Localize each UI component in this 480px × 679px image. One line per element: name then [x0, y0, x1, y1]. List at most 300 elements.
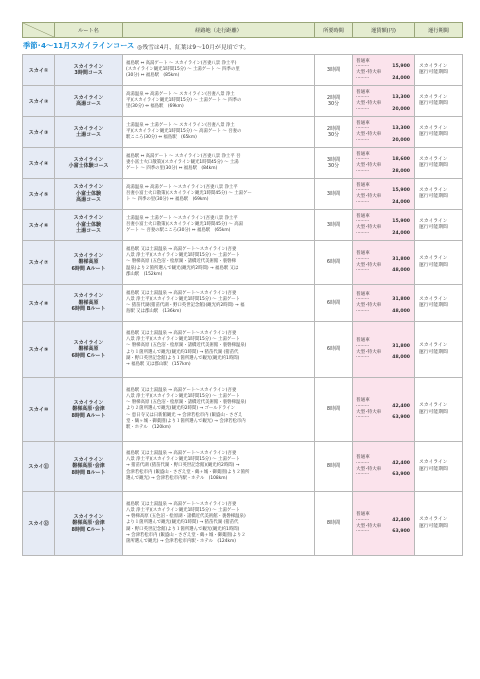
- fare-normal-amount: 13,300: [392, 126, 410, 132]
- text-line: 八景 浄土平)(スカイライン観光1時間15分) 〜 土湯ゲート: [126, 253, 241, 259]
- fare-normal-label: 普通車: [356, 251, 370, 257]
- course-fare: [353, 210, 415, 241]
- course-period: [415, 117, 463, 148]
- text-line: 高湯コース: [76, 197, 101, 204]
- text-line: 福島駅 又は土湯温泉 → 高湯ゲート〜スカイライン(吾妻: [126, 246, 237, 252]
- dots: ·········: [356, 403, 370, 409]
- text-line: 磐梯高原: [78, 299, 99, 306]
- text-line: 福島駅 又は土湯温泉 → 高湯ゲート〜スカイライン(吾妻: [126, 330, 237, 336]
- table-row: [23, 378, 463, 442]
- course-route: [123, 148, 315, 179]
- dots: ·········: [356, 106, 370, 112]
- text-line: 小富士体験: [75, 221, 101, 228]
- course-fare: [353, 55, 415, 86]
- fare-large-row: [356, 309, 410, 315]
- text-line: スカイライン: [73, 513, 104, 520]
- fare-large-label: 大型･特大車: [356, 466, 382, 472]
- text-line: 吾妻小富士火口散策)(スカイライン観光1時間45分) 〜 高湯: [126, 221, 244, 227]
- text-line: スカイライン: [73, 252, 104, 259]
- text-line: → 猪苗代湖 (猪苗代湖・野口英世記念館)(観光約2時間) →: [126, 463, 240, 469]
- dots: ·········: [356, 256, 370, 262]
- dots: ·········: [356, 188, 370, 194]
- dots: ·········: [356, 517, 370, 523]
- dots: ·········: [356, 355, 370, 361]
- course-route: [123, 179, 315, 210]
- text-line: 小富士体験コース: [68, 163, 109, 169]
- course-code: スカイ②: [23, 86, 55, 117]
- text-line: 運行可能期間: [419, 70, 448, 75]
- fare-normal-label: 普通車: [356, 89, 370, 95]
- course-route: [123, 86, 315, 117]
- text-line: 運行可能期間: [419, 523, 448, 529]
- table-row: [23, 148, 463, 179]
- text-line: → 会津若松市内 (飯盛山・さざえ堂・鶴ヶ城・御薬園)より２: [126, 532, 246, 538]
- text-line: 箇所選んで観光) → 会津若松市内駅・ホテル (124km): [126, 539, 237, 544]
- section-heading: [22, 38, 462, 54]
- text-line: 駅こころ(30分) ⇔ 福島駅 (65km): [126, 135, 197, 141]
- course-fare: [353, 148, 415, 179]
- text-line: スカイライン: [73, 125, 104, 132]
- text-line: 小富士体験: [75, 190, 101, 197]
- text-line: スカイライン: [419, 296, 448, 302]
- dots: ·········: [356, 230, 370, 236]
- text-line: 3時間コース: [74, 70, 103, 76]
- text-line: 福島駅 又は土湯温泉 → 高湯ゲート〜スカイライン(吾妻: [126, 290, 237, 296]
- fare-large-label: 大型･特大車: [356, 101, 382, 106]
- text-line: スカイライン: [73, 184, 104, 191]
- text-line: 磐梯高原: [78, 259, 99, 266]
- text-line: 妻小富士火口散策)(スカイライン観光1時間45分) 〜 土湯: [126, 159, 239, 165]
- fare-large-row: [356, 415, 410, 421]
- course-name: [55, 492, 123, 556]
- fare-large-amount: 48,000: [392, 355, 410, 361]
- fare-large-label: 大型･特大車: [356, 194, 382, 199]
- dots: ·········: [356, 75, 370, 81]
- text-line: 運行可能期間: [419, 349, 448, 355]
- table-row: [23, 210, 463, 241]
- text-line: スカイライン: [419, 187, 448, 193]
- text-line: 郡山駅 (152km): [126, 271, 163, 277]
- fare-large-row: [356, 268, 410, 274]
- dots: ·········: [356, 157, 370, 163]
- text-line: 運行可能期間: [419, 466, 448, 472]
- table-row: [23, 55, 463, 86]
- table-row: [23, 179, 463, 210]
- text-line: 八景 浄土平)(スカイライン観光1時間15分) 〜 土湯ゲート: [126, 507, 241, 513]
- course-period: [415, 241, 463, 285]
- text-line: 磐梯高原･会津: [72, 520, 105, 527]
- course-code: スカイ①: [23, 55, 55, 86]
- course-name: [55, 322, 123, 378]
- dots: ·········: [356, 95, 370, 101]
- course-fare: [353, 285, 415, 322]
- text-line: → 磐梯高原 (五色沼・桧原湖・諸橋近代美術館・裏磐梯温泉): [126, 514, 246, 520]
- text-line: 平)(スカイライン観光1時間15分) 〜 高湯ゲート 〜 吾妻の: [126, 128, 242, 134]
- fare-normal-amount: 15,900: [392, 188, 410, 194]
- fare-large-label: 大型･特大車: [356, 225, 382, 230]
- course-fare: [353, 378, 415, 442]
- text-line: 運行可能期間: [419, 101, 448, 106]
- course-time: [315, 117, 353, 148]
- dots: ·········: [356, 415, 370, 421]
- course-time: [315, 378, 353, 442]
- text-line: スカイライン: [419, 156, 448, 162]
- text-line: 6時間: [326, 299, 341, 306]
- course-period: [415, 442, 463, 492]
- text-line: 里(30分) ⇔ 福島駅 (69km): [126, 104, 184, 110]
- dots: ·········: [356, 219, 370, 225]
- text-line: 吾妻小富士火口散策)(スカイライン観光1時間45分) 〜 土湯ゲー: [126, 190, 252, 196]
- course-route: [123, 55, 315, 86]
- course-time: [315, 322, 353, 378]
- course-time: [315, 241, 353, 285]
- course-route: [123, 285, 315, 322]
- course-time: [315, 210, 353, 241]
- header-fare: 運賃額(円): [353, 23, 415, 38]
- text-line: (30分) ⇔ 福島駅 (85km): [126, 73, 180, 79]
- text-line: 〜 恵日寺又は日新館観光 → 会津若松市内 (飯盛山・さざえ: [126, 412, 243, 418]
- text-line: 福島駅 又は土湯温泉 → 高湯ゲート〜スカイライン(吾妻: [126, 450, 237, 456]
- course-route: [123, 322, 315, 378]
- fare-large-amount: 63,900: [392, 529, 410, 535]
- fare-normal-amount: 42,400: [392, 517, 410, 523]
- text-line: 8時間 Aルート: [71, 412, 106, 419]
- text-line: 高湯コース: [76, 101, 101, 107]
- text-line: (スカイライン観光1時間15分) 〜 土湯ゲート 〜 四季の里: [126, 66, 240, 72]
- text-line: 福島駅 ⇔ 高湯ゲート 〜 スカイライン(吾妻八景 浄土平): [126, 60, 237, 66]
- text-line: 高湯温泉 ⇔ 高湯ゲート 〜 スカイライン(吾妻八景 浄土: [126, 91, 235, 97]
- text-line: 30分: [327, 101, 340, 107]
- section-title: 季節･4〜11月スカイラインコース: [23, 41, 135, 50]
- text-line: 〜 磐梯高原 (五色沼・桧原湖・諸橋近代美術館・裏磐梯温泉): [126, 343, 247, 349]
- dots: ·········: [356, 268, 370, 274]
- fare-large-row: [356, 107, 410, 113]
- text-line: ト 〜 四季の里(30分) ⇔ 福島駅 (69km): [126, 197, 209, 203]
- text-line: 八景 浄土平)(スカイライン観光1時間15分) 〜 土湯ゲート: [126, 296, 241, 302]
- text-line: より１箇所選んで観光(観光約1時間) → 猪苗代湖 (猪苗代: [126, 349, 239, 355]
- table-row: [23, 285, 463, 322]
- course-route: [123, 442, 315, 492]
- course-fare: [353, 492, 415, 556]
- dots: ·········: [356, 472, 370, 478]
- text-line: 8時間 Bルート: [71, 469, 106, 476]
- fare-large-row: [356, 472, 410, 478]
- text-line: 土湯コース: [76, 228, 101, 235]
- fare-large-row: [356, 138, 410, 144]
- dots: ·········: [356, 308, 370, 314]
- fare-large-row: [356, 76, 410, 82]
- dots: ·········: [356, 529, 370, 535]
- text-line: 磐梯高原･会津: [72, 406, 105, 413]
- fare-large-label: 大型･特大車: [356, 523, 382, 529]
- text-line: スカイライン: [419, 94, 448, 100]
- fare-normal-amount: 31,800: [392, 343, 410, 349]
- text-line: スカイライン: [419, 343, 448, 349]
- course-period: [415, 210, 463, 241]
- course-fare: [353, 117, 415, 148]
- course-route: [123, 378, 315, 442]
- text-line: 3時間: [326, 190, 341, 197]
- text-line: スカイライン: [73, 339, 104, 346]
- text-line: 湖・野口英世記念館)より１箇所選んで観光(観光約1時間): [126, 526, 240, 532]
- text-line: スカイライン: [73, 215, 104, 222]
- course-code: スカイ⑨: [23, 322, 55, 378]
- fare-normal-amount: 42,400: [392, 403, 410, 409]
- text-line: 福島駅 又は土湯温泉 → 高湯ゲート〜スカイライン(吾妻: [126, 501, 237, 507]
- text-line: 堂・鶴ヶ城・御薬園)より１箇所選んで観光) → 会津若松市内: [126, 418, 246, 424]
- text-line: より２箇所選んで観光(観光約2時間) → ゴールドライン: [126, 406, 236, 412]
- text-line: スカイライン: [419, 218, 448, 224]
- fare-normal-label: 普通車: [356, 182, 370, 188]
- fare-large-amount: 48,000: [392, 308, 410, 314]
- text-line: スカイライン: [73, 94, 104, 101]
- fare-large-amount: 63,900: [392, 472, 410, 478]
- text-line: 6時間 Cルート: [71, 352, 106, 359]
- fare-large-row: [356, 169, 410, 175]
- course-route: [123, 210, 315, 241]
- fare-large-amount: 24,000: [392, 230, 410, 236]
- text-line: 湖・野口英世記念館)より１箇所選んで観光(観光約1時間): [126, 355, 240, 361]
- text-line: 土湯温泉 ⇔ 土湯ゲート 〜 スカイライン(吾妻八景 浄土: [126, 122, 235, 128]
- fare-normal-amount: 18,600: [392, 157, 410, 163]
- dots: ·········: [356, 297, 370, 303]
- text-line: → 福島駅 又は郡山駅 (157km): [126, 361, 191, 367]
- text-line: スカイライン: [419, 256, 448, 262]
- course-name: [55, 179, 123, 210]
- course-period: [415, 148, 463, 179]
- course-fare: [353, 322, 415, 378]
- text-line: スカイライン: [419, 403, 448, 409]
- dots: ·········: [356, 343, 370, 349]
- course-code: スカイ⑫: [23, 492, 55, 556]
- fare-large-row: [356, 529, 410, 535]
- course-period: [415, 492, 463, 556]
- text-line: 運行可能期間: [419, 262, 448, 268]
- header-corner: [23, 23, 55, 38]
- course-code: スカイ⑩: [23, 378, 55, 442]
- course-name: [55, 86, 123, 117]
- course-code: スカイ⑦: [23, 241, 55, 285]
- table-row: [23, 86, 463, 117]
- fare-normal-label: 普通車: [356, 58, 370, 64]
- course-period: [415, 86, 463, 117]
- course-fare: [353, 241, 415, 285]
- dots: ·········: [356, 126, 370, 132]
- course-time: [315, 148, 353, 179]
- text-line: 温泉)より２箇所選んで観光(観光約2時間) → 福島駅 又は: [126, 265, 239, 271]
- course-code: スカイ④: [23, 148, 55, 179]
- dots: ·········: [356, 137, 370, 143]
- fare-large-amount: 24,000: [392, 199, 410, 205]
- course-fare: [353, 179, 415, 210]
- text-line: スカイライン: [419, 517, 448, 523]
- course-time: [315, 55, 353, 86]
- text-line: 会津若松市内 (飯盛山・さざえ堂・鶴ヶ城・御薬園)より２箇所: [126, 469, 250, 475]
- text-line: 2時間: [326, 125, 341, 132]
- text-line: 福島駅 又は土湯温泉 → 高湯ゲート〜スカイライン(吾妻: [126, 387, 237, 393]
- fare-large-row: [356, 200, 410, 206]
- table-row: [23, 442, 463, 492]
- text-line: スカイライン: [73, 456, 104, 463]
- fare-large-label: 大型･特大車: [356, 132, 382, 137]
- course-time: [315, 492, 353, 556]
- text-line: 八景 浄土平)(スカイライン観光1時間15分) 〜 土湯ゲート: [126, 393, 241, 399]
- fare-normal-amount: 42,400: [392, 460, 410, 466]
- text-line: 8時間 Cルート: [71, 526, 106, 533]
- header-period: 運行期間: [415, 23, 463, 38]
- text-line: 運行可能期間: [419, 132, 448, 137]
- text-line: スカイライン: [73, 293, 104, 300]
- course-period: [415, 322, 463, 378]
- text-line: 土湯コース: [76, 132, 101, 138]
- fare-large-label: 大型･特大車: [356, 70, 382, 75]
- text-line: 駅・ホテル (120km): [126, 425, 171, 430]
- table-row: [23, 492, 463, 556]
- fare-normal-label: 普通車: [356, 338, 370, 344]
- fare-normal-label: 普通車: [356, 213, 370, 219]
- fare-normal-label: 普通車: [356, 291, 370, 297]
- text-line: 6時間: [326, 259, 341, 266]
- text-line: 3時間: [326, 221, 341, 228]
- text-line: 8時間: [326, 520, 341, 527]
- section-note: ◎残雪は4月、紅葉は9〜10月が見頃です。: [137, 44, 250, 51]
- text-line: より１箇所選んで観光(観光約1時間) → 猪苗代湖 (猪苗代: [126, 520, 239, 526]
- course-name: [55, 117, 123, 148]
- fare-normal-label: 普通車: [356, 512, 370, 518]
- fare-large-amount: 20,000: [392, 137, 410, 143]
- text-line: 6時間 Aルート: [71, 265, 106, 272]
- fare-large-row: [356, 231, 410, 237]
- text-line: スカイライン: [419, 63, 448, 69]
- text-line: スカイライン: [419, 125, 448, 131]
- text-line: スカイライン: [419, 460, 448, 466]
- text-line: 島駅 又は郡山駅 (136km): [126, 309, 182, 315]
- course-code: スカイ⑥: [23, 210, 55, 241]
- course-name: [55, 55, 123, 86]
- text-line: 平)(スカイライン観光1時間15分) 〜 土湯ゲート 〜 四季の: [126, 97, 242, 103]
- course-time: [315, 86, 353, 117]
- fare-large-row: [356, 355, 410, 361]
- course-code: スカイ⑧: [23, 285, 55, 322]
- table-header: [22, 22, 463, 38]
- course-fare: [353, 442, 415, 492]
- text-line: 磐梯高原: [78, 346, 99, 353]
- table-row: [23, 322, 463, 378]
- course-code: スカイ③: [23, 117, 55, 148]
- course-code: スカイ⑪: [23, 442, 55, 492]
- fare-large-label: 大型･特大車: [356, 409, 382, 415]
- course-time: [315, 285, 353, 322]
- fare-normal-label: 普通車: [356, 455, 370, 461]
- text-line: 〜 磐梯高原 (五色沼・桧原湖・諸橋近代美術館・裏磐梯: [126, 259, 236, 265]
- fare-large-label: 大型･特大車: [356, 303, 382, 308]
- dots: ·········: [356, 199, 370, 205]
- fare-normal-amount: 15,900: [392, 64, 410, 70]
- fare-normal-label: 普通車: [356, 120, 370, 126]
- text-line: ゲート 〜 四季の里(30分) ⇔ 福島駅 (84km): [126, 166, 218, 172]
- fare-large-label: 大型･特大車: [356, 262, 382, 268]
- text-line: 磐梯高原･会津: [72, 463, 105, 470]
- course-name: [55, 285, 123, 322]
- fare-large-amount: 63,900: [392, 415, 410, 421]
- course-route: [123, 117, 315, 148]
- text-line: 運行可能期間: [419, 163, 448, 168]
- text-line: 福島駅 ⇔ 高湯ゲート 〜 スカイライン(吾妻八景 浄土平 吾: [126, 153, 241, 159]
- course-name: [55, 378, 123, 442]
- course-period: [415, 378, 463, 442]
- text-line: 3時間: [326, 156, 341, 163]
- text-line: 6時間: [326, 346, 341, 353]
- course-period: [415, 285, 463, 322]
- fare-large-amount: 24,000: [392, 75, 410, 81]
- text-line: 運行可能期間: [419, 225, 448, 230]
- fare-normal-amount: 31,800: [392, 297, 410, 303]
- course-period: [415, 55, 463, 86]
- text-line: 選んで観光) → 会津若松市内駅・ホテル (108km): [126, 475, 228, 481]
- course-period: [415, 179, 463, 210]
- dots: ·········: [356, 460, 370, 466]
- text-line: 3時間: [326, 66, 341, 73]
- fare-normal-label: 普通車: [356, 151, 370, 157]
- dots: ·········: [356, 168, 370, 174]
- fare-large-amount: 48,000: [392, 268, 410, 274]
- text-line: 運行可能期間: [419, 409, 448, 415]
- dots: ·········: [356, 64, 370, 70]
- text-line: ゲート 〜 吾妻の駅こころ(30分) ⇔ 福島駅 (65km): [126, 228, 231, 234]
- text-line: スカイライン: [73, 156, 104, 163]
- course-name: [55, 442, 123, 492]
- fare-large-label: 大型･特大車: [356, 163, 382, 168]
- course-fare: [353, 86, 415, 117]
- fare-normal-amount: 31,800: [392, 256, 410, 262]
- text-line: 30分: [327, 132, 340, 138]
- text-line: 高湯温泉 ⇔ 高湯ゲート 〜スカイライン(吾妻八景 浄土平: [126, 184, 238, 190]
- text-line: 2時間: [326, 94, 341, 101]
- header-route: 経路地（走行距離）: [123, 23, 315, 38]
- fare-large-amount: 28,000: [392, 168, 410, 174]
- text-line: 〜 猪苗代湖(猪苗代湖・野口英世記念館)(観光約2時間) → 福: [126, 303, 245, 308]
- table-row: [23, 241, 463, 285]
- fare-large-amount: 20,000: [392, 106, 410, 112]
- course-route: [123, 492, 315, 556]
- course-name: [55, 148, 123, 179]
- text-line: 6時間 Bルート: [71, 306, 106, 313]
- text-line: 八景 浄土平)(スカイライン観光1時間15分) 〜 土湯ゲート: [126, 337, 241, 343]
- text-line: 運行可能期間: [419, 303, 448, 308]
- header-route-no: ルート名: [55, 23, 123, 38]
- header-time: 所要時間: [315, 23, 353, 38]
- course-name: [55, 241, 123, 285]
- course-time: [315, 179, 353, 210]
- course-table: [22, 54, 463, 556]
- text-line: スカイライン: [73, 63, 104, 70]
- fare-normal-label: 普通車: [356, 398, 370, 404]
- fare-normal-amount: 13,300: [392, 95, 410, 101]
- course-route: [123, 241, 315, 285]
- fare-normal-amount: 15,900: [392, 219, 410, 225]
- text-line: 8時間: [326, 463, 341, 470]
- course-code: スカイ⑤: [23, 179, 55, 210]
- text-line: 30分: [327, 163, 340, 169]
- text-line: スカイライン: [73, 399, 104, 406]
- table-row: [23, 117, 463, 148]
- text-line: 土湯温泉 ⇔ 土湯ゲート 〜スカイライン(吾妻八景 浄土平: [126, 215, 238, 221]
- text-line: 8時間: [326, 406, 341, 413]
- course-name: [55, 210, 123, 241]
- fare-large-label: 大型･特大車: [356, 349, 382, 355]
- text-line: 〜 磐梯高原 (五色沼・桧原湖・諸橋近代美術館・裏磐梯温泉): [126, 400, 247, 406]
- text-line: 運行可能期間: [419, 194, 448, 199]
